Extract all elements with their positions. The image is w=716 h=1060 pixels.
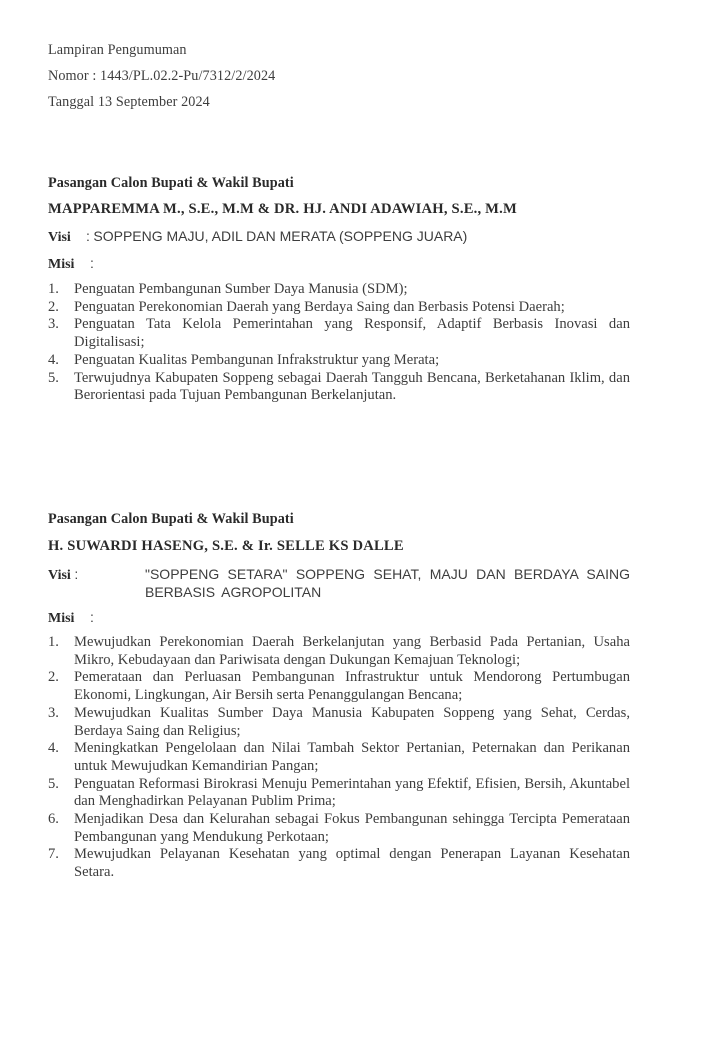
misi-row	[48, 609, 94, 627]
misi-item	[48, 316, 630, 351]
misi-number: 1.	[48, 634, 59, 650]
candidate-heading: Pasangan Calon Bupati & Wakil Bupati	[48, 175, 294, 191]
misi-text: Mewujudkan Kualitas Sumber Daya Manusia Kabupaten Soppeng yang Sehat, Cerdas, Berdaya Saing dan Religius;	[74, 704, 630, 739]
misi-number: 5.	[48, 775, 59, 792]
document-date: Tanggal 13 September 2024	[48, 94, 210, 110]
misi-item	[48, 281, 630, 299]
candidate-names: MAPPAREMMA M., S.E., M.M & DR. HJ. ANDI ADAWIAH, S.E., M.M	[48, 201, 517, 217]
misi-text: Terwujudnya Kabupaten Soppeng sebagai Daerah Tangguh Bencana, Berketahanan Iklim, dan Berorientasi pada Tujuan Pembangunan Berkelanjutan.	[74, 369, 630, 404]
visi-label: Visi	[48, 230, 71, 245]
misi-text: Pemerataan dan Perluasan Pembangunan Infrastruktur untuk Mendorong Pertumbugan Ekonomi, Lingkungan, Air Bersih serta Penanggulangan Bencana;	[74, 669, 630, 704]
misi-item	[48, 669, 630, 704]
candidate-names: H. SUWARDI HASENG, S.E. & Ir. SELLE KS DALLE	[48, 538, 404, 554]
misi-number: 2.	[48, 669, 59, 686]
misi-number: 2.	[48, 298, 59, 315]
candidate-heading: Pasangan Calon Bupati & Wakil Bupati	[48, 511, 294, 527]
misi-item	[48, 352, 630, 370]
misi-number: 4.	[48, 351, 59, 368]
misi-text: Mewujudkan Pelayanan Kesehatan yang optimal dengan Penerapan Layanan Kesehatan Setara.	[74, 846, 630, 881]
misi-text: Penguatan Tata Kelola Pemerintahan yang Responsif, Adaptif Berbasis Inovasi dan Digitalisasi;	[74, 316, 630, 351]
visi-separator: :	[86, 228, 90, 244]
misi-number: 4.	[48, 740, 59, 757]
attachment-title: Lampiran Pengumuman	[48, 42, 187, 58]
misi-list	[48, 281, 630, 405]
misi-item	[48, 776, 630, 811]
visi-label: Visi	[48, 568, 71, 583]
misi-label: Misi	[48, 611, 75, 626]
document-number: Nomor : 1443/PL.02.2-Pu/7312/2/2024	[48, 68, 276, 84]
visi-text: SOPPENG MAJU, ADIL DAN MERATA (SOPPENG JUARA)	[93, 228, 468, 244]
misi-text: Penguatan Reformasi Birokrasi Menuju Pemerintahan yang Efektif, Efisien, Bersih, Akuntabel dan Menghadirkan Pelayanan Publim Prima;	[74, 775, 630, 810]
misi-row	[48, 255, 94, 273]
misi-item	[48, 705, 630, 740]
misi-text: Penguatan Pembangunan Sumber Daya Manusia (SDM);	[74, 281, 408, 297]
misi-separator: :	[90, 255, 94, 271]
misi-number: 5.	[48, 369, 59, 386]
misi-item	[48, 846, 630, 881]
misi-number: 3.	[48, 704, 59, 721]
misi-number: 1.	[48, 281, 59, 297]
misi-item	[48, 634, 630, 669]
misi-text: Mewujudkan Perekonomian Daerah Berkelanjutan yang Berbasid Pada Pertanian, Usaha Mikro, Kebudayaan dan Pariwisata dengan Dukungan Kemajuan Teknologi;	[74, 634, 630, 668]
misi-text: Penguatan Perekonomian Daerah yang Berdaya Saing dan Berbasis Potensi Daerah;	[74, 298, 565, 315]
visi-text: "SOPPENG SETARA" SOPPENG SEHAT, MAJU DAN BERDAYA SAING BERBASIS AGROPOLITAN	[145, 566, 630, 600]
misi-item	[48, 370, 630, 405]
misi-number: 6.	[48, 811, 59, 828]
misi-text: Penguatan Kualitas Pembangunan Infrakstruktur yang Merata;	[74, 351, 440, 368]
misi-list	[48, 634, 630, 882]
misi-separator: :	[90, 609, 94, 625]
misi-number: 3.	[48, 316, 59, 333]
misi-label: Misi	[48, 257, 75, 272]
misi-item	[48, 740, 630, 775]
misi-number: 7.	[48, 846, 59, 863]
misi-item	[48, 811, 630, 846]
visi-separator: :	[74, 566, 79, 582]
misi-text: Menjadikan Desa dan Kelurahan sebagai Fokus Pembangunan sehingga Tercipta Pemerataan Pembangunan yang Mendukung Perkotaan;	[74, 811, 630, 845]
visi-row	[48, 228, 467, 246]
misi-item	[48, 299, 630, 317]
misi-text: Meningkatkan Pengelolaan dan Nilai Tambah Sektor Pertanian, Peternakan dan Perikanan untuk Mewujudkan Kemandirian Pangan;	[74, 740, 630, 774]
